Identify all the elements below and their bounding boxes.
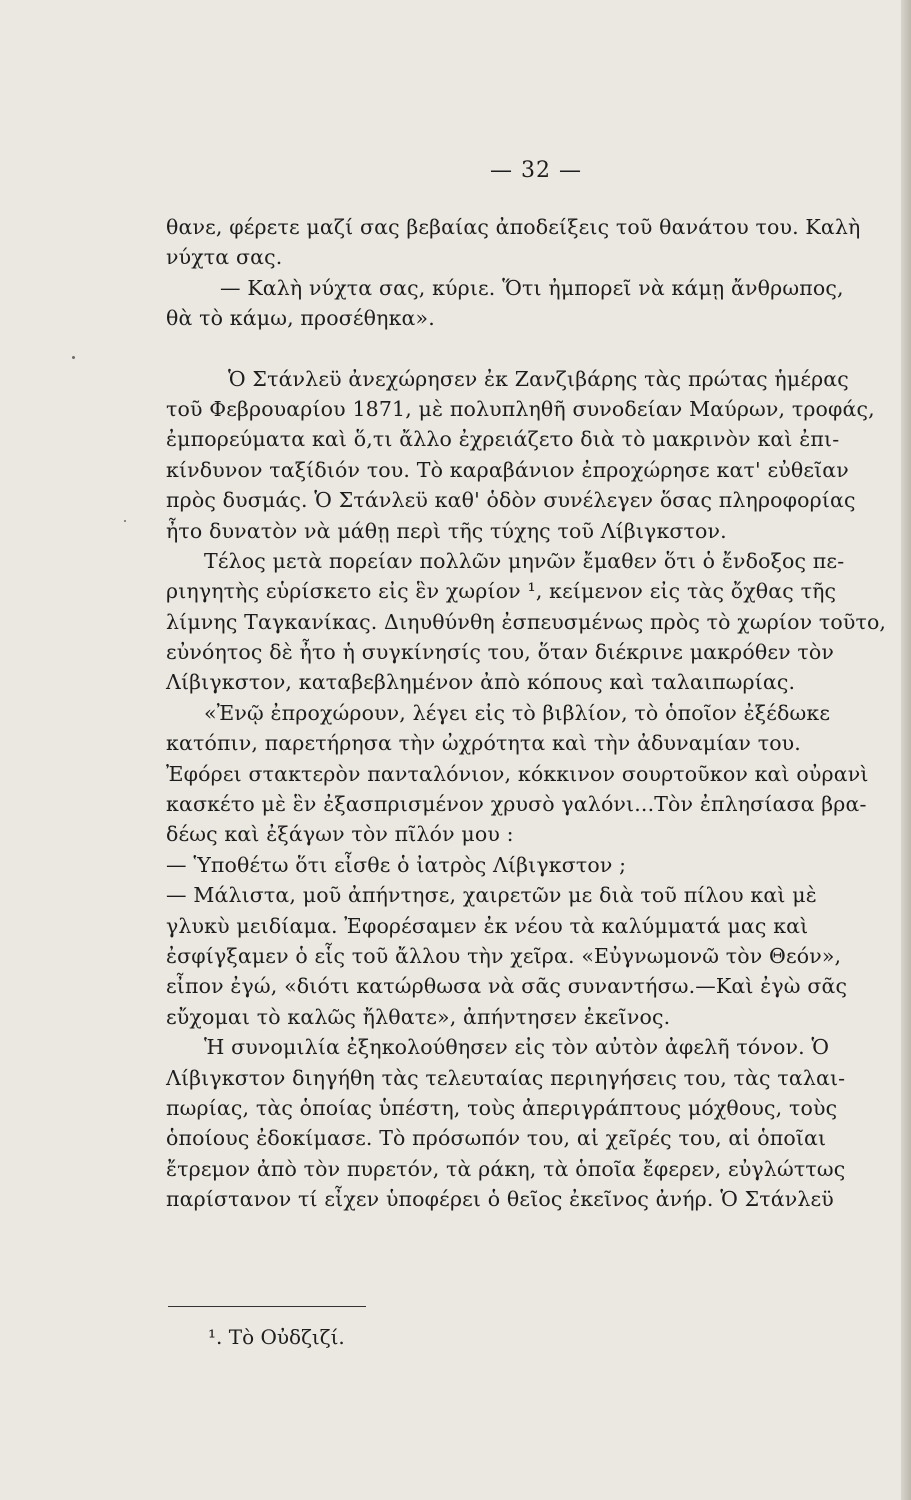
text-line: ἐμπορεύματα καὶ ὅ,τι ἄλλο ἐχρειάζετο διὰ τὸ μακρινὸν καὶ ἐπι- [166,427,840,452]
body-text [166,212,904,1215]
text-line: εὔχομαι τὸ καλῶς ἤλθατε», ἀπήντησεν ἐκεῖνος. [166,1004,671,1029]
paragraph-1 [166,212,904,334]
page-number: — 32 — [490,158,582,183]
text-line: — Ὑποθέτω ὅτι εἶσθε ὁ ἰατρὸς Λίβιγκστον ; [166,852,627,877]
text-line: Τέλος μετὰ πορείαν πολλῶν μηνῶν ἔμαθεν ὅτι ὁ ἔνδοξος πε- [184,548,845,573]
text-line: εὐνόητος δὲ ἦτο ἡ συγκίνησίς του, ὅταν διέκρινε μακρόθεν τὸν [166,640,834,665]
text-line: — Μάλιστα, μοῦ ἀπήντησε, χαιρετῶν με διὰ τοῦ πίλου καὶ μὲ [166,883,817,908]
text-line: νύχτα σας. [166,245,283,270]
text-line: θανε, φέρετε μαζί σας βεβαίας ἀποδείξεις τοῦ θανάτου του. Καλὴ [166,215,861,239]
text-line: «Ἐνῷ ἐπροχώρουν, λέγει εἰς τὸ βιβλίον, τὸ ὁποῖον ἐξέδωκε [184,700,831,725]
text-line: Ὁ Στάνλεϋ ἀνεχώρησεν ἐκ Ζανζιβάρης τὰς πρώτας ἡμέρας [228,366,849,391]
text-line: Ἡ συνομιλία ἐξηκολούθησεν εἰς τὸν αὐτὸν ἀφελῆ τόνον. Ὁ [184,1035,830,1060]
text-line: γλυκὺ μειδίαμα. Ἐφορέσαμεν ἐκ νέου τὰ καλύμματά μας καὶ [166,913,809,938]
text-line: κατόπιν, παρετήρησα τὴν ὠχρότητα καὶ τὴν ἀδυναμίαν του. [166,731,801,756]
text-line: κίνδυνον ταξίδιόν του. Τὸ καραβάνιον ἐπροχώρησε κατ' εὐθεῖαν [166,457,849,482]
text-line: Ἐφόρει στακτερὸν πανταλόνιον, κόκκινον σουρτοῦκον καὶ οὐρανὶ [166,761,869,786]
footnote-divider [168,1306,366,1307]
text-line: ριηγητὴς εὑρίσκετο εἰς ἓν χωρίον ¹, κείμενον εἰς τὰς ὄχθας τῆς [166,579,837,604]
text-line: ἦτο δυνατὸν νὰ μάθῃ περὶ τῆς τύχης τοῦ Λίβιγκστον. [166,518,727,543]
text-line: Λίβιγκστον, καταβεβλημένον ἀπὸ κόπους καὶ ταλαιπωρίας. [166,670,796,695]
text-line: ἔτρεμον ἀπὸ τὸν πυρετόν, τὰ ράκη, τὰ ὁποῖα ἔφερεν, εὐγλώττως [166,1156,846,1181]
text-line: Λίβιγκστον διηγήθη τὰς τελευταίας περιηγήσεις του, τὰς ταλαι- [166,1065,846,1090]
text-line: εἶπον ἐγώ, «διότι κατώρθωσα νὰ σᾶς συναντήσω.—Καὶ ἐγὼ σᾶς [166,974,848,999]
text-line: τοῦ Φεβρουαρίου 1871, μὲ πολυπληθῆ συνοδείαν Μαύρων, τροφάς, [166,396,875,421]
footnote: ¹. Τὸ Οὐδζιζί. [208,1325,345,1349]
text-line: — Καλὴ νύχτα σας, κύριε. Ὅτι ἠμπορεῖ νὰ κάμῃ ἄνθρωπος, [220,275,844,300]
paragraph-2 [166,364,904,1215]
text-line: θὰ τὸ κάμω, προσέθηκα». [166,306,435,331]
text-line: δέως καὶ ἐξάγων τὸν πῖλόν μου : [166,822,514,847]
paragraph-gap [166,334,904,364]
text-line: ἐσφίγξαμεν ὁ εἷς τοῦ ἄλλου τὴν χεῖρα. «Εὐγνωμονῶ τὸν Θεόν», [166,943,842,968]
paper-speck [72,356,75,359]
text-line: πωρίας, τὰς ὁποίας ὑπέστη, τοὺς ἀπεριγράπτους μόχθους, τοὺς [166,1095,838,1120]
text-line: κασκέτο μὲ ἓν ἐξασπρισμένον χρυσὸ γαλόνι...Τὸν ἐπλησίασα βρα- [166,792,867,817]
text-line: παρίστανον τί εἶχεν ὑποφέρει ὁ θεῖος ἐκεῖνος ἀνήρ. Ὁ Στάνλεϋ [166,1187,834,1212]
text-line: λίμνης Ταγκανίκας. Διηυθύνθη ἐσπευσμένως πρὸς τὸ χωρίον τοῦτο, [166,609,887,634]
paper-speck [124,520,126,522]
text-line: πρὸς δυσμάς. Ὁ Στάνλεϋ καθ' ὁδὸν συνέλεγεν ὅσας πληροφορίας [166,488,856,513]
text-line: ὁποίους ἐδοκίμασε. Τὸ πρόσωπόν του, αἱ χεῖρές του, αἱ ὁποῖαι [166,1126,827,1151]
